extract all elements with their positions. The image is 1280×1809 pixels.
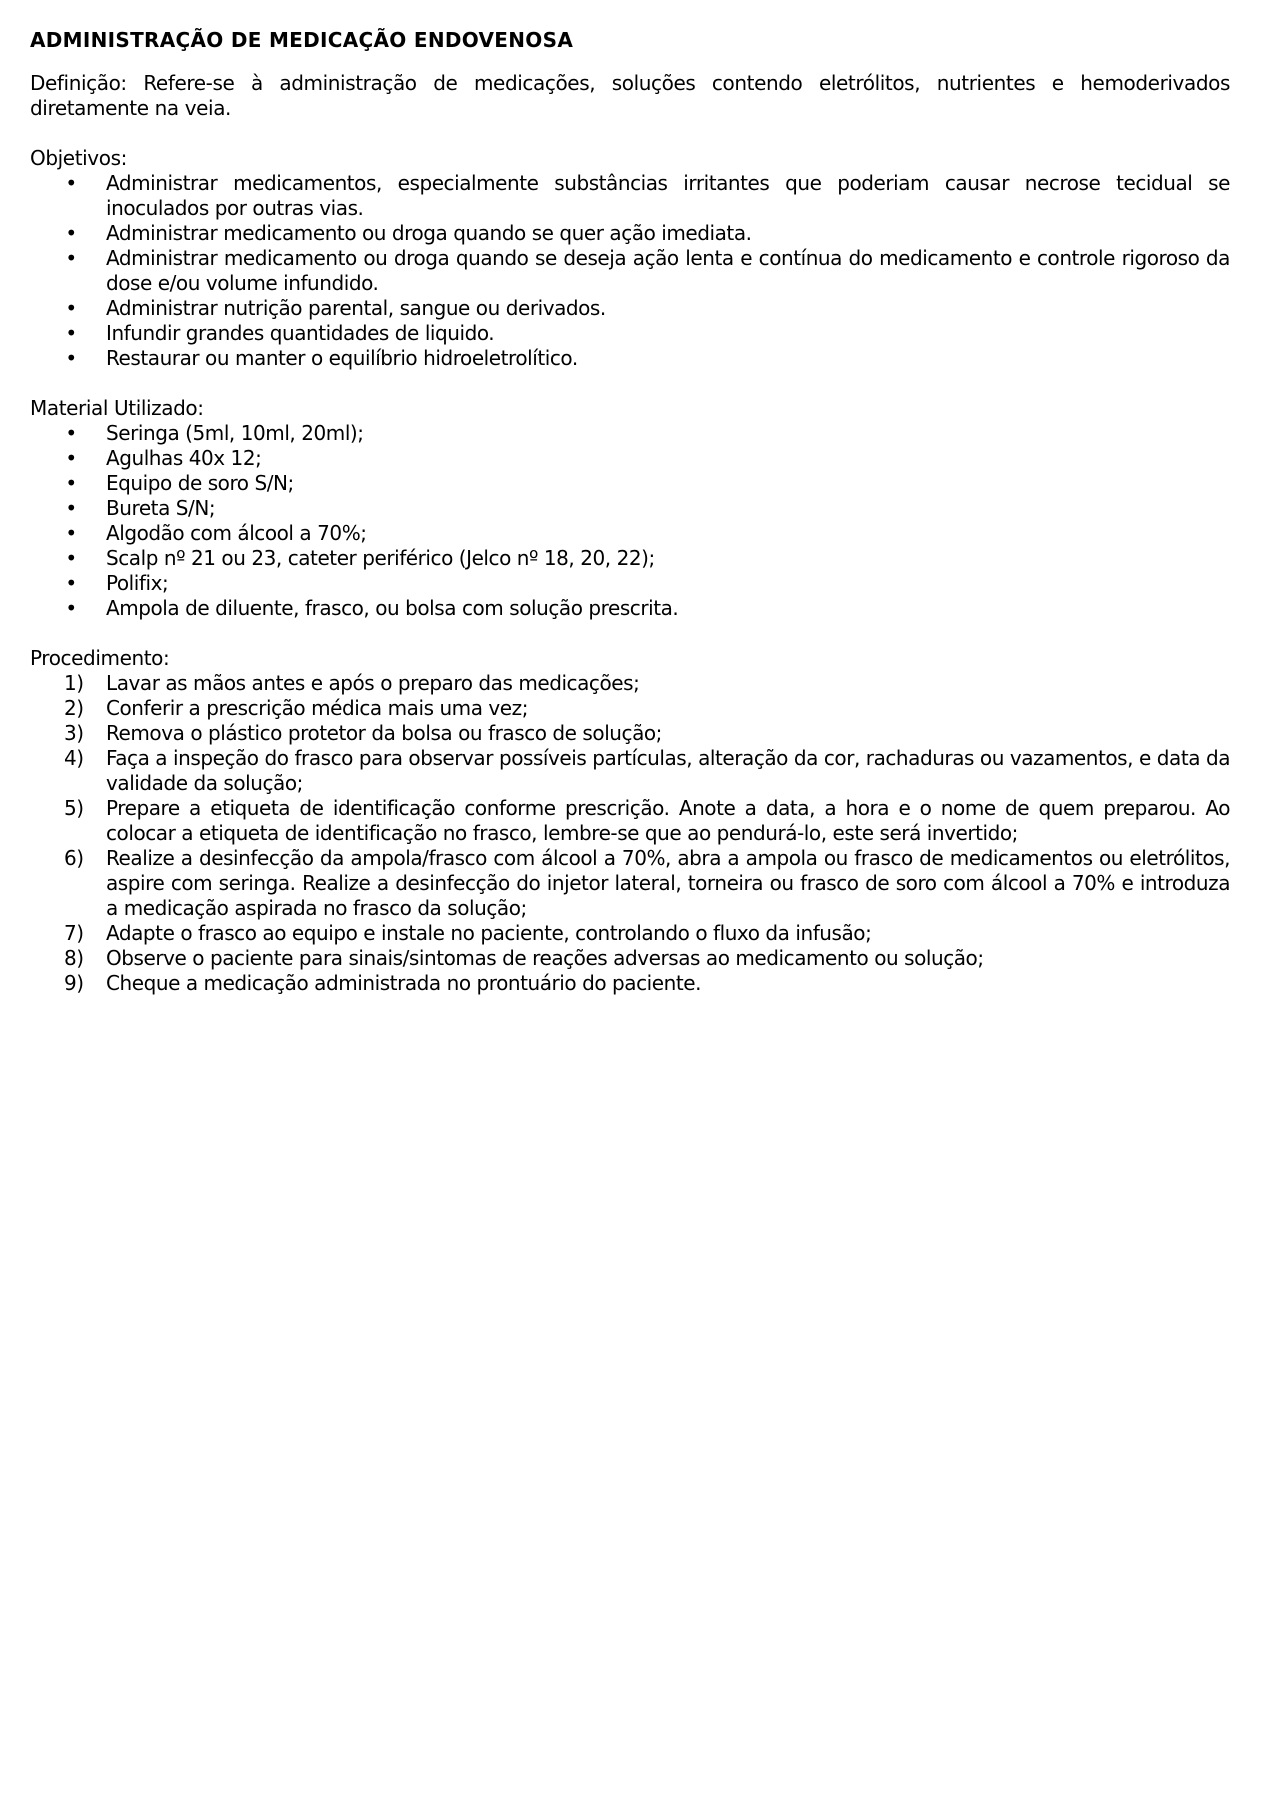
step-number: 3) <box>64 721 84 745</box>
step-number: 8) <box>64 946 84 970</box>
step-text: Conferir a prescrição médica mais uma vez; <box>106 696 528 720</box>
bullet-icon: • <box>65 346 77 370</box>
procedure-step <box>30 921 1230 946</box>
list-item <box>30 521 1230 546</box>
list-item-text: Restaurar ou manter o equilíbrio hidroeletrolítico. <box>106 346 578 370</box>
list-item <box>30 471 1230 496</box>
bullet-icon: • <box>65 546 77 570</box>
procedure-step <box>30 846 1230 921</box>
list-item-text: Administrar nutrição parental, sangue ou derivados. <box>106 296 606 320</box>
step-text: Faça a inspeção do frasco para observar possíveis partículas, alteração da cor, rachaduras ou vazamentos, e data da validade da solução; <box>106 746 1230 795</box>
step-text: Observe o paciente para sinais/sintomas de reações adversas ao medicamento ou solução; <box>106 946 984 970</box>
list-item-text: Seringa (5ml, 10ml, 20ml); <box>106 421 364 445</box>
step-number: 1) <box>64 671 84 695</box>
procedure-step <box>30 746 1230 796</box>
step-number: 6) <box>64 846 84 870</box>
bullet-icon: • <box>65 521 77 545</box>
procedure-step <box>30 721 1230 746</box>
list-item <box>30 421 1230 446</box>
step-number: 5) <box>64 796 84 820</box>
procedure-step <box>30 796 1230 846</box>
list-item-text: Administrar medicamento ou droga quando se deseja ação lenta e contínua do medicamento e controle rigoroso da dose e/ou volume infundido. <box>106 246 1230 295</box>
step-number: 9) <box>64 971 84 995</box>
definition-paragraph: Definição: Refere-se à administração de medicações, soluções contendo eletrólitos, nutrientes e hemoderivados diretamente na veia. <box>30 71 1230 120</box>
procedure-step <box>30 971 1230 996</box>
list-item-text: Administrar medicamentos, especialmente substâncias irritantes que poderiam causar necrose tecidual se inoculados por outras vias. <box>106 171 1230 220</box>
materials-list <box>30 421 1230 621</box>
materials-label: Material Utilizado: <box>30 396 204 420</box>
step-text: Remova o plástico protetor da bolsa ou frasco de solução; <box>106 721 662 745</box>
step-text: Lavar as mãos antes e após o preparo das medicações; <box>106 671 640 695</box>
list-item-text: Administrar medicamento ou droga quando se quer ação imediata. <box>106 221 752 245</box>
step-text: Cheque a medicação administrada no prontuário do paciente. <box>106 971 701 995</box>
list-item <box>30 446 1230 471</box>
list-item <box>30 596 1230 621</box>
list-item-text: Polifix; <box>106 571 169 595</box>
bullet-icon: • <box>65 296 77 320</box>
bullet-icon: • <box>65 221 77 245</box>
list-item <box>30 171 1230 221</box>
list-item <box>30 546 1230 571</box>
list-item-text: Ampola de diluente, frasco, ou bolsa com solução prescrita. <box>106 596 679 620</box>
procedure-step <box>30 696 1230 721</box>
list-item-text: Agulhas 40x 12; <box>106 446 262 470</box>
list-item <box>30 496 1230 521</box>
bullet-icon: • <box>65 571 77 595</box>
step-text: Realize a desinfecção da ampola/frasco com álcool a 70%, abra a ampola ou frasco de medicamentos ou eletrólitos, aspire com seringa. Realize a desinfecção do injetor lateral, torneira ou frasco de soro com álcool a 70% e introduza a medicação aspirada no frasco da solução; <box>106 846 1230 920</box>
procedure-step <box>30 671 1230 696</box>
list-item-text: Bureta S/N; <box>106 496 216 520</box>
document-title: ADMINISTRAÇÃO DE MEDICAÇÃO ENDOVENOSA <box>30 28 574 52</box>
step-text: Adapte o frasco ao equipo e instale no paciente, controlando o fluxo da infusão; <box>106 921 872 945</box>
list-item <box>30 346 1230 371</box>
document-page <box>30 28 1230 1021</box>
bullet-icon: • <box>65 596 77 620</box>
bullet-icon: • <box>65 171 77 195</box>
list-item <box>30 571 1230 596</box>
list-item-text: Infundir grandes quantidades de liquido. <box>106 321 495 345</box>
step-number: 4) <box>64 746 84 770</box>
bullet-icon: • <box>65 496 77 520</box>
bullet-icon: • <box>65 446 77 470</box>
step-number: 2) <box>64 696 84 720</box>
objectives-label: Objetivos: <box>30 146 127 170</box>
objectives-list <box>30 171 1230 371</box>
list-item-text: Scalp nº 21 ou 23, cateter periférico (Jelco nº 18, 20, 22); <box>106 546 655 570</box>
step-text: Prepare a etiqueta de identificação conforme prescrição. Anote a data, a hora e o nome de quem preparou. Ao colocar a etiqueta de identificação no frasco, lembre-se que ao pendurá-lo, este será invertido; <box>106 796 1230 845</box>
list-item <box>30 296 1230 321</box>
list-item <box>30 321 1230 346</box>
list-item <box>30 221 1230 246</box>
bullet-icon: • <box>65 421 77 445</box>
bullet-icon: • <box>65 471 77 495</box>
bullet-icon: • <box>65 246 77 270</box>
procedure-step <box>30 946 1230 971</box>
list-item-text: Equipo de soro S/N; <box>106 471 294 495</box>
step-number: 7) <box>64 921 84 945</box>
list-item-text: Algodão com álcool a 70%; <box>106 521 367 545</box>
procedure-label: Procedimento: <box>30 646 170 670</box>
bullet-icon: • <box>65 321 77 345</box>
list-item <box>30 246 1230 296</box>
procedure-list <box>30 671 1230 996</box>
